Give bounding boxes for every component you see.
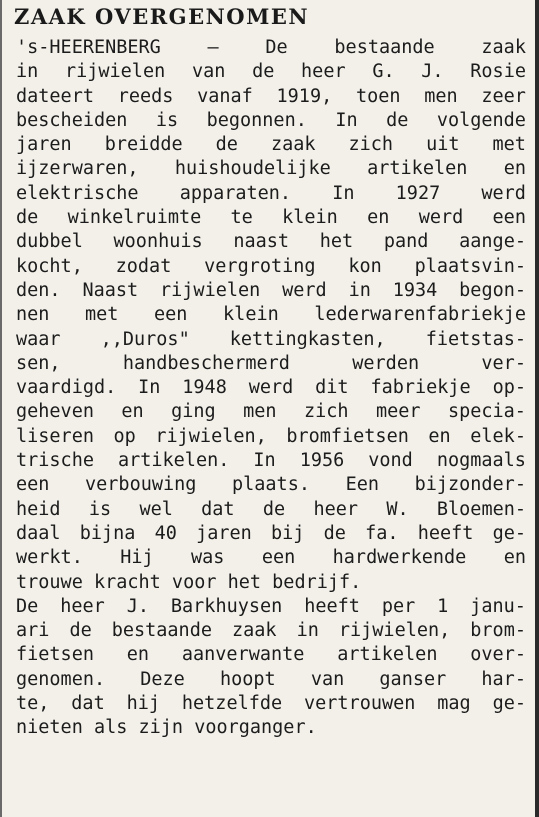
word: op- <box>492 377 526 399</box>
text-line <box>16 400 526 424</box>
word: het <box>319 231 354 253</box>
word: vanaf <box>197 85 253 107</box>
word: werd <box>248 377 294 399</box>
word: een <box>492 207 526 229</box>
word: dubbel <box>16 231 83 253</box>
word: zich <box>348 134 394 156</box>
word: plaatsvin- <box>414 255 526 277</box>
word: pand <box>383 231 429 253</box>
headline: ZAAK OVERGENOMEN <box>14 4 310 29</box>
word: plaats. <box>232 474 310 496</box>
word: ge- <box>492 522 526 544</box>
word: werd <box>418 207 464 229</box>
word: Hij <box>120 547 154 569</box>
text-line <box>16 595 526 619</box>
word: van <box>191 61 226 83</box>
word: bijna <box>79 522 136 544</box>
word: bestaande <box>111 620 212 642</box>
text-line <box>16 85 526 109</box>
word: toen <box>355 85 401 107</box>
word: specia- <box>447 401 526 423</box>
word: ging <box>171 401 216 423</box>
text-line <box>16 182 526 206</box>
word: janu- <box>470 595 526 617</box>
word: kon <box>348 255 382 277</box>
word: aange- <box>459 231 526 253</box>
word: ari <box>16 620 50 642</box>
word: hij <box>126 693 161 715</box>
word: en <box>503 158 526 180</box>
word: van <box>310 668 345 690</box>
word: vaardigd. <box>16 377 117 399</box>
word: 1927 <box>395 182 441 204</box>
word: zaak <box>232 620 277 642</box>
word: ver- <box>481 352 526 374</box>
word: handbeschermerd <box>122 352 290 374</box>
word: breidde <box>104 134 183 156</box>
word: lederwarenfabriekje <box>314 304 526 326</box>
word: bijzonder- <box>414 474 526 496</box>
word: In <box>335 109 358 131</box>
word: en <box>126 644 150 666</box>
word: dat <box>71 693 105 715</box>
word: G. <box>372 61 395 83</box>
word: J. <box>421 61 444 83</box>
word: — <box>207 37 219 58</box>
word: 1919, <box>276 85 333 107</box>
text-line <box>16 133 526 157</box>
word: per <box>381 595 416 617</box>
word: begonnen. <box>206 109 307 131</box>
word: werd <box>282 279 327 301</box>
text-line <box>16 279 526 303</box>
word: hardwerkende <box>332 547 467 569</box>
word: bescheiden <box>16 109 128 131</box>
word: vertrouwen <box>304 693 416 715</box>
word: uit <box>426 134 460 156</box>
word: rijwielen <box>160 279 261 301</box>
word: in <box>16 61 39 83</box>
word: in <box>296 620 319 642</box>
word: liseren <box>16 425 94 447</box>
word: bij <box>271 522 305 544</box>
word: huishoudelijke <box>174 158 331 180</box>
word: de <box>16 207 39 229</box>
word: te <box>230 207 253 229</box>
word: zeer <box>481 85 526 107</box>
word: jaren <box>16 134 72 156</box>
word: volgende <box>436 109 526 131</box>
word: waar <box>16 328 61 350</box>
word: een <box>261 547 296 569</box>
word: 1956 <box>299 450 345 472</box>
word: Bloemen- <box>436 498 526 520</box>
text-line <box>16 206 526 230</box>
word: en <box>503 547 526 569</box>
word: de <box>323 522 346 544</box>
text-line: nieten als zijn voorganger. <box>16 717 317 739</box>
word: De <box>265 37 288 58</box>
word: elektrische <box>16 182 139 204</box>
word: Barkhuysen <box>170 595 283 617</box>
word: met <box>85 304 119 326</box>
word: den. <box>16 279 61 301</box>
text-line <box>16 230 526 254</box>
word: sen, <box>16 352 61 374</box>
word: fietstas- <box>425 328 526 350</box>
word: werkt. <box>16 547 83 569</box>
word: 40 <box>154 522 177 544</box>
text-line <box>16 498 526 522</box>
word: een <box>16 474 50 496</box>
word: hetzelfde <box>181 693 283 715</box>
paragraph-1 <box>16 36 526 595</box>
word: apparaten. <box>179 182 292 204</box>
word: men <box>243 401 277 423</box>
text-line <box>16 352 526 376</box>
word: dateert <box>16 85 94 107</box>
word: kettingkasten, <box>229 328 386 350</box>
word: bromfietsen <box>286 425 409 447</box>
word: heer <box>301 61 346 83</box>
text-line <box>16 668 526 692</box>
word: men <box>424 85 458 107</box>
word: winkelruimte <box>67 207 202 229</box>
word: nen <box>16 304 50 326</box>
word: de <box>252 61 275 83</box>
text-line <box>16 425 526 449</box>
word: en <box>121 401 144 423</box>
word: genomen. <box>16 668 106 690</box>
word: heeft <box>417 522 474 544</box>
paragraph-2 <box>16 595 526 741</box>
text-line <box>16 546 526 570</box>
word: J. <box>126 595 149 617</box>
text-line <box>16 522 526 546</box>
word: de <box>262 498 286 520</box>
word: har- <box>481 668 526 690</box>
word: zaak <box>481 37 526 58</box>
word: elek- <box>470 425 526 447</box>
word: heer <box>313 498 359 520</box>
word: is <box>88 498 112 520</box>
text-line <box>16 692 526 716</box>
word: te, <box>16 693 50 715</box>
word: hoopt <box>219 668 276 690</box>
word: zodat <box>115 255 172 277</box>
word: daal <box>16 522 61 544</box>
text-line <box>16 619 526 643</box>
word: 1934 <box>392 279 438 301</box>
word: ijzerwaren, <box>16 158 139 180</box>
word: de <box>69 620 92 642</box>
word: De <box>16 595 39 617</box>
text-line <box>16 643 526 667</box>
text-line: trouwe kracht voor het bedrijf. <box>16 571 362 593</box>
word: werd <box>481 182 526 204</box>
word: zaak <box>270 134 316 156</box>
word: de <box>386 109 409 131</box>
word: fietsen <box>16 644 94 666</box>
text-line <box>16 109 526 133</box>
word: over- <box>470 644 526 666</box>
word: klein <box>223 304 279 326</box>
word: 1948 <box>182 377 227 399</box>
text-line <box>16 473 526 497</box>
word: met <box>492 134 526 156</box>
word: mag <box>437 693 471 715</box>
text-line <box>16 60 526 84</box>
word: rijwielen, <box>155 425 267 447</box>
word: rijwielen, <box>338 620 451 642</box>
word: Deze <box>140 668 185 690</box>
article-body <box>16 36 526 741</box>
text-line <box>16 303 526 327</box>
word: een <box>154 304 188 326</box>
word: heer <box>60 595 105 617</box>
word: rijwielen <box>64 61 166 83</box>
word: fa. <box>365 522 399 544</box>
word: vond <box>368 450 413 472</box>
word: Naast <box>82 279 139 301</box>
word: In <box>332 182 355 204</box>
word: ganser <box>379 668 447 690</box>
word: Rosie <box>470 61 526 83</box>
word: werden <box>352 352 420 374</box>
word: reeds <box>117 85 174 107</box>
word: In <box>253 450 276 472</box>
text-line <box>16 328 526 352</box>
text-line <box>16 36 526 60</box>
word: artikelen <box>367 158 468 180</box>
word: vergroting <box>204 255 316 277</box>
word: dit <box>315 377 349 399</box>
word: nogmaals <box>436 450 526 472</box>
word: In <box>138 377 161 399</box>
text-line <box>16 449 526 473</box>
word: meer <box>375 401 421 423</box>
word: artikelen. <box>117 450 230 472</box>
word: en <box>367 207 390 229</box>
word: W. <box>386 498 409 520</box>
text-line <box>16 157 526 181</box>
word: Een <box>345 474 379 496</box>
word: 's-HEERENBERG <box>16 37 161 58</box>
word: de <box>215 134 238 156</box>
word: ,,Duros" <box>100 328 190 350</box>
word: woonhuis <box>113 231 203 253</box>
word: heid <box>16 498 61 520</box>
word: dat <box>201 498 235 520</box>
word: kocht, <box>16 255 83 277</box>
word: in <box>348 279 371 301</box>
word: is <box>155 109 179 131</box>
word: brom- <box>470 620 526 642</box>
word: fabriekje <box>370 377 471 399</box>
word: bestaande <box>334 37 435 58</box>
word: geheven <box>16 401 94 423</box>
word: verbouwing <box>85 474 197 496</box>
word: zich <box>303 401 349 423</box>
word: naast <box>233 231 290 253</box>
word: 1 <box>437 595 449 617</box>
word: klein <box>282 207 338 229</box>
word: en <box>428 425 451 447</box>
word: ge- <box>492 693 526 715</box>
word: wel <box>139 498 173 520</box>
text-line <box>16 376 526 400</box>
word: was <box>191 547 225 569</box>
word: aanverwante <box>181 644 305 666</box>
word: artikelen <box>337 644 438 666</box>
word: trische <box>16 450 94 472</box>
word: jaren <box>196 522 252 544</box>
word: begon- <box>459 279 526 301</box>
text-line <box>16 255 526 279</box>
word: op <box>113 425 136 447</box>
word: heeft <box>304 595 360 617</box>
